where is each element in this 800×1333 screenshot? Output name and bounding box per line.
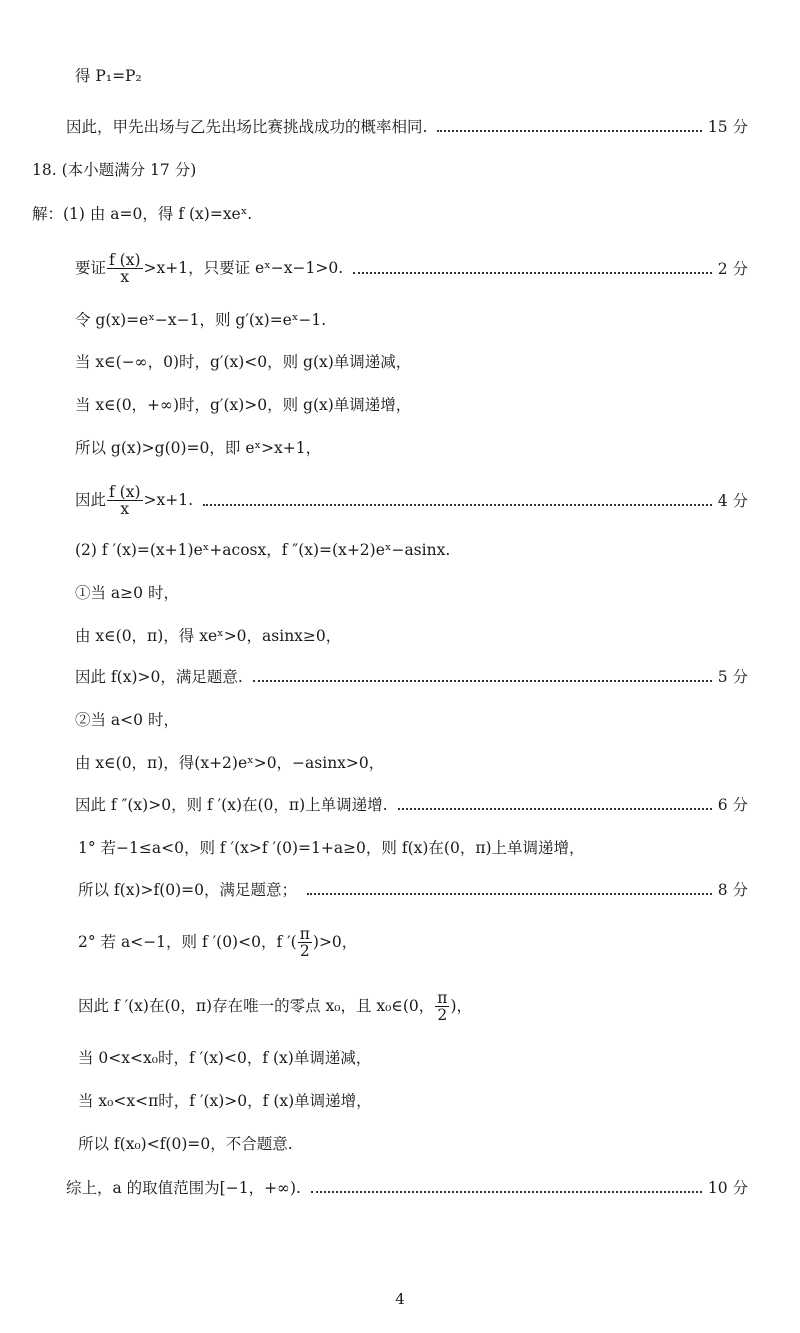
l16: 由 x∈(0，π)，得(x+2)eˣ>0，−asinx>0，	[75, 754, 385, 772]
l19	[78, 880, 748, 900]
l25-text: 综上，a 的取值范围为[−1，+∞).	[66, 1179, 301, 1197]
leader-dots	[437, 130, 701, 132]
l19-text: 所以 f(x)>f(0)=0，满足题意；	[78, 881, 298, 899]
fraction: $\frac{f (x)}{x}$	[109, 483, 141, 519]
question-heading: 18. (本小题满分 17 分)	[32, 161, 197, 179]
leader-dots	[307, 893, 712, 895]
l9: 所以 g(x)>g(0)=0，即 eˣ>x+1，	[75, 439, 322, 457]
l10-expr: 因此 $\frac{f (x)}{x}$ >x+1.	[75, 483, 194, 519]
l8: 当 x∈(0，+∞)时，g′(x)>0，则 g(x)单调递增，	[75, 396, 412, 414]
l25	[66, 1178, 748, 1198]
score-label: 15 分	[707, 118, 748, 136]
l15: ②当 a<0 时，	[75, 711, 179, 729]
l23: 当 x₀<x<π时，f ′(x)>0，f (x)单调递增，	[78, 1092, 372, 1110]
l11: (2) f ′(x)=(x+1)eˣ+acosx，f ″(x)=(x+2)eˣ−asinx.	[75, 541, 451, 559]
l4: 解：(1) 由 a=0，得 f (x)=xeˣ.	[32, 205, 253, 223]
leader-dots	[398, 808, 712, 810]
leader-dots	[253, 680, 712, 682]
leader-dots	[353, 272, 712, 274]
fraction: $\frac{\pi}{2}$	[437, 989, 448, 1025]
l24: 所以 f(x₀)<f(0)=0，不合题意.	[78, 1135, 293, 1153]
l2	[66, 117, 748, 137]
score-label: 2 分	[717, 259, 748, 278]
l14	[75, 667, 748, 687]
l5	[75, 252, 748, 286]
l12: ①当 a≥0 时，	[75, 584, 179, 602]
l17	[75, 795, 748, 815]
score-label: 5 分	[717, 668, 748, 686]
l18: 1° 若−1≤a<0，则 f ′(x>f ′(0)=1+a≥0，则 f(x)在(0，π)上单调递增，	[78, 839, 585, 857]
l17-text: 因此 f ″(x)>0，则 f ′(x)在(0，π)上单调递增.	[75, 796, 388, 814]
l22: 当 0<x<x₀时，f ′(x)<0，f (x)单调递减，	[78, 1049, 372, 1067]
l14-text: 因此 f(x)>0，满足题意.	[75, 668, 243, 686]
fraction: $\frac{f (x)}{x}$	[109, 251, 141, 287]
page-number: 4	[395, 1290, 405, 1308]
l21: 因此 f ′(x)在(0，π)存在唯一的零点 x₀，且 x₀∈(0， $\frac{\pi}{2}$ )，	[78, 989, 472, 1025]
l13: 由 x∈(0，π)，得 xeˣ>0，asinx≥0，	[75, 627, 342, 645]
l1: 得 P₁=P₂	[75, 67, 142, 85]
score-label: 4 分	[717, 491, 748, 510]
l5-expr: 要证 $\frac{f (x)}{x}$ >x+1，只要证 eˣ−x−1>0.	[75, 251, 344, 287]
score-label: 6 分	[717, 796, 748, 814]
l6: 令 g(x)=eˣ−x−1，则 g′(x)=eˣ−1.	[75, 311, 327, 329]
l10	[75, 484, 748, 518]
leader-dots	[311, 1191, 702, 1193]
leader-dots	[203, 504, 712, 506]
l20: 2° 若 a<−1，则 f ′(0)<0，f ′( $\frac{\pi}{2}$ )>0，	[78, 925, 358, 961]
score-label: 10 分	[707, 1179, 748, 1197]
score-label: 8 分	[717, 881, 748, 899]
fraction: $\frac{\pi}{2}$	[299, 925, 310, 961]
l2-text: 因此，甲先出场与乙先出场比赛挑战成功的概率相同.	[66, 118, 428, 136]
l7: 当 x∈(−∞，0)时，g′(x)<0，则 g(x)单调递减，	[75, 353, 412, 371]
